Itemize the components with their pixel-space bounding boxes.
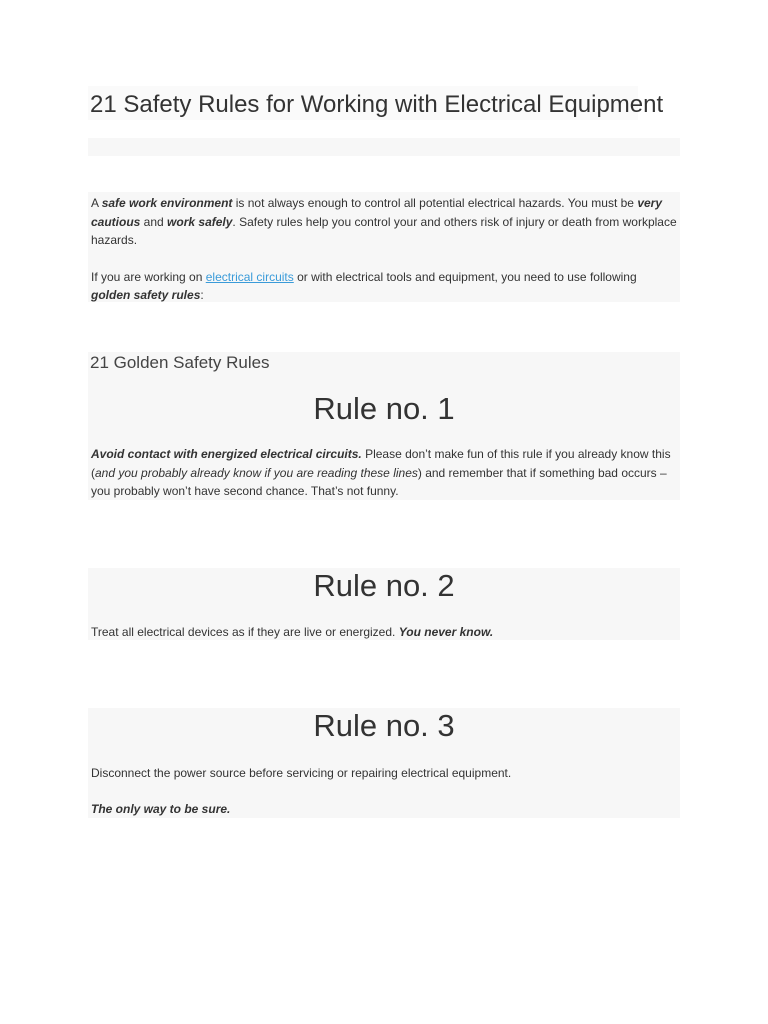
rule-text: Disconnect the power source before servicing or repairing electrical equipment. [91, 766, 512, 780]
rule-body: Please don’t make fun of this rule if you already know this ( [91, 447, 671, 480]
section-heading: 21 Golden Safety Rules [88, 352, 680, 376]
rule-2 [88, 568, 680, 640]
intro-emphasis: very cautious [91, 196, 663, 229]
intro-text: and [140, 214, 168, 229]
rule-1 [88, 376, 680, 500]
intro-emphasis: work safely [167, 214, 233, 229]
rule-emphasis: You never know. [398, 625, 494, 639]
page-title: 21 Safety Rules for Working with Electrical Equipment [88, 86, 638, 120]
intro-text: If you are working on [91, 269, 206, 284]
intro-paragraph-2 [91, 268, 677, 305]
rule-title: Rule no. 3 [313, 708, 455, 743]
rule-title: Rule no. 1 [313, 391, 455, 426]
rule-emphasis: The only way to be sure. [91, 801, 231, 816]
intro-emphasis: golden safety rules [91, 288, 201, 302]
rule-emphasis: Avoid contact with energized electrical circuits. [91, 447, 362, 461]
intro-text: is not always enough to control all potential electrical hazards. You must be [232, 196, 638, 210]
rule-italic: and you probably already know if you are reading these lines [95, 465, 418, 480]
intro-text: or with electrical tools and equipment, you need to use following [293, 269, 637, 284]
rule-text [91, 623, 677, 642]
rule-text [91, 445, 677, 501]
intro-text: . Safety rules help you control your and others risk of injury or death from workplace hazards. [91, 214, 677, 247]
rule-body: ) and remember that if something bad occurs – you probably won’t have second chance. That’s not funny. [91, 465, 667, 498]
intro-text: : [200, 288, 204, 302]
intro-text: A [91, 196, 102, 210]
spacer-band [88, 138, 680, 156]
rule-3 [88, 708, 680, 818]
intro-paragraph-1 [91, 194, 677, 250]
intro-emphasis: safe work environment [101, 196, 233, 210]
rule-body: Treat all electrical devices as if they are live or energized. [91, 625, 399, 639]
rule-emphasis-line [91, 800, 677, 819]
rule-title: Rule no. 2 [313, 568, 455, 603]
intro-section [88, 192, 680, 302]
electrical-circuits-link[interactable]: electrical circuits [205, 269, 294, 284]
